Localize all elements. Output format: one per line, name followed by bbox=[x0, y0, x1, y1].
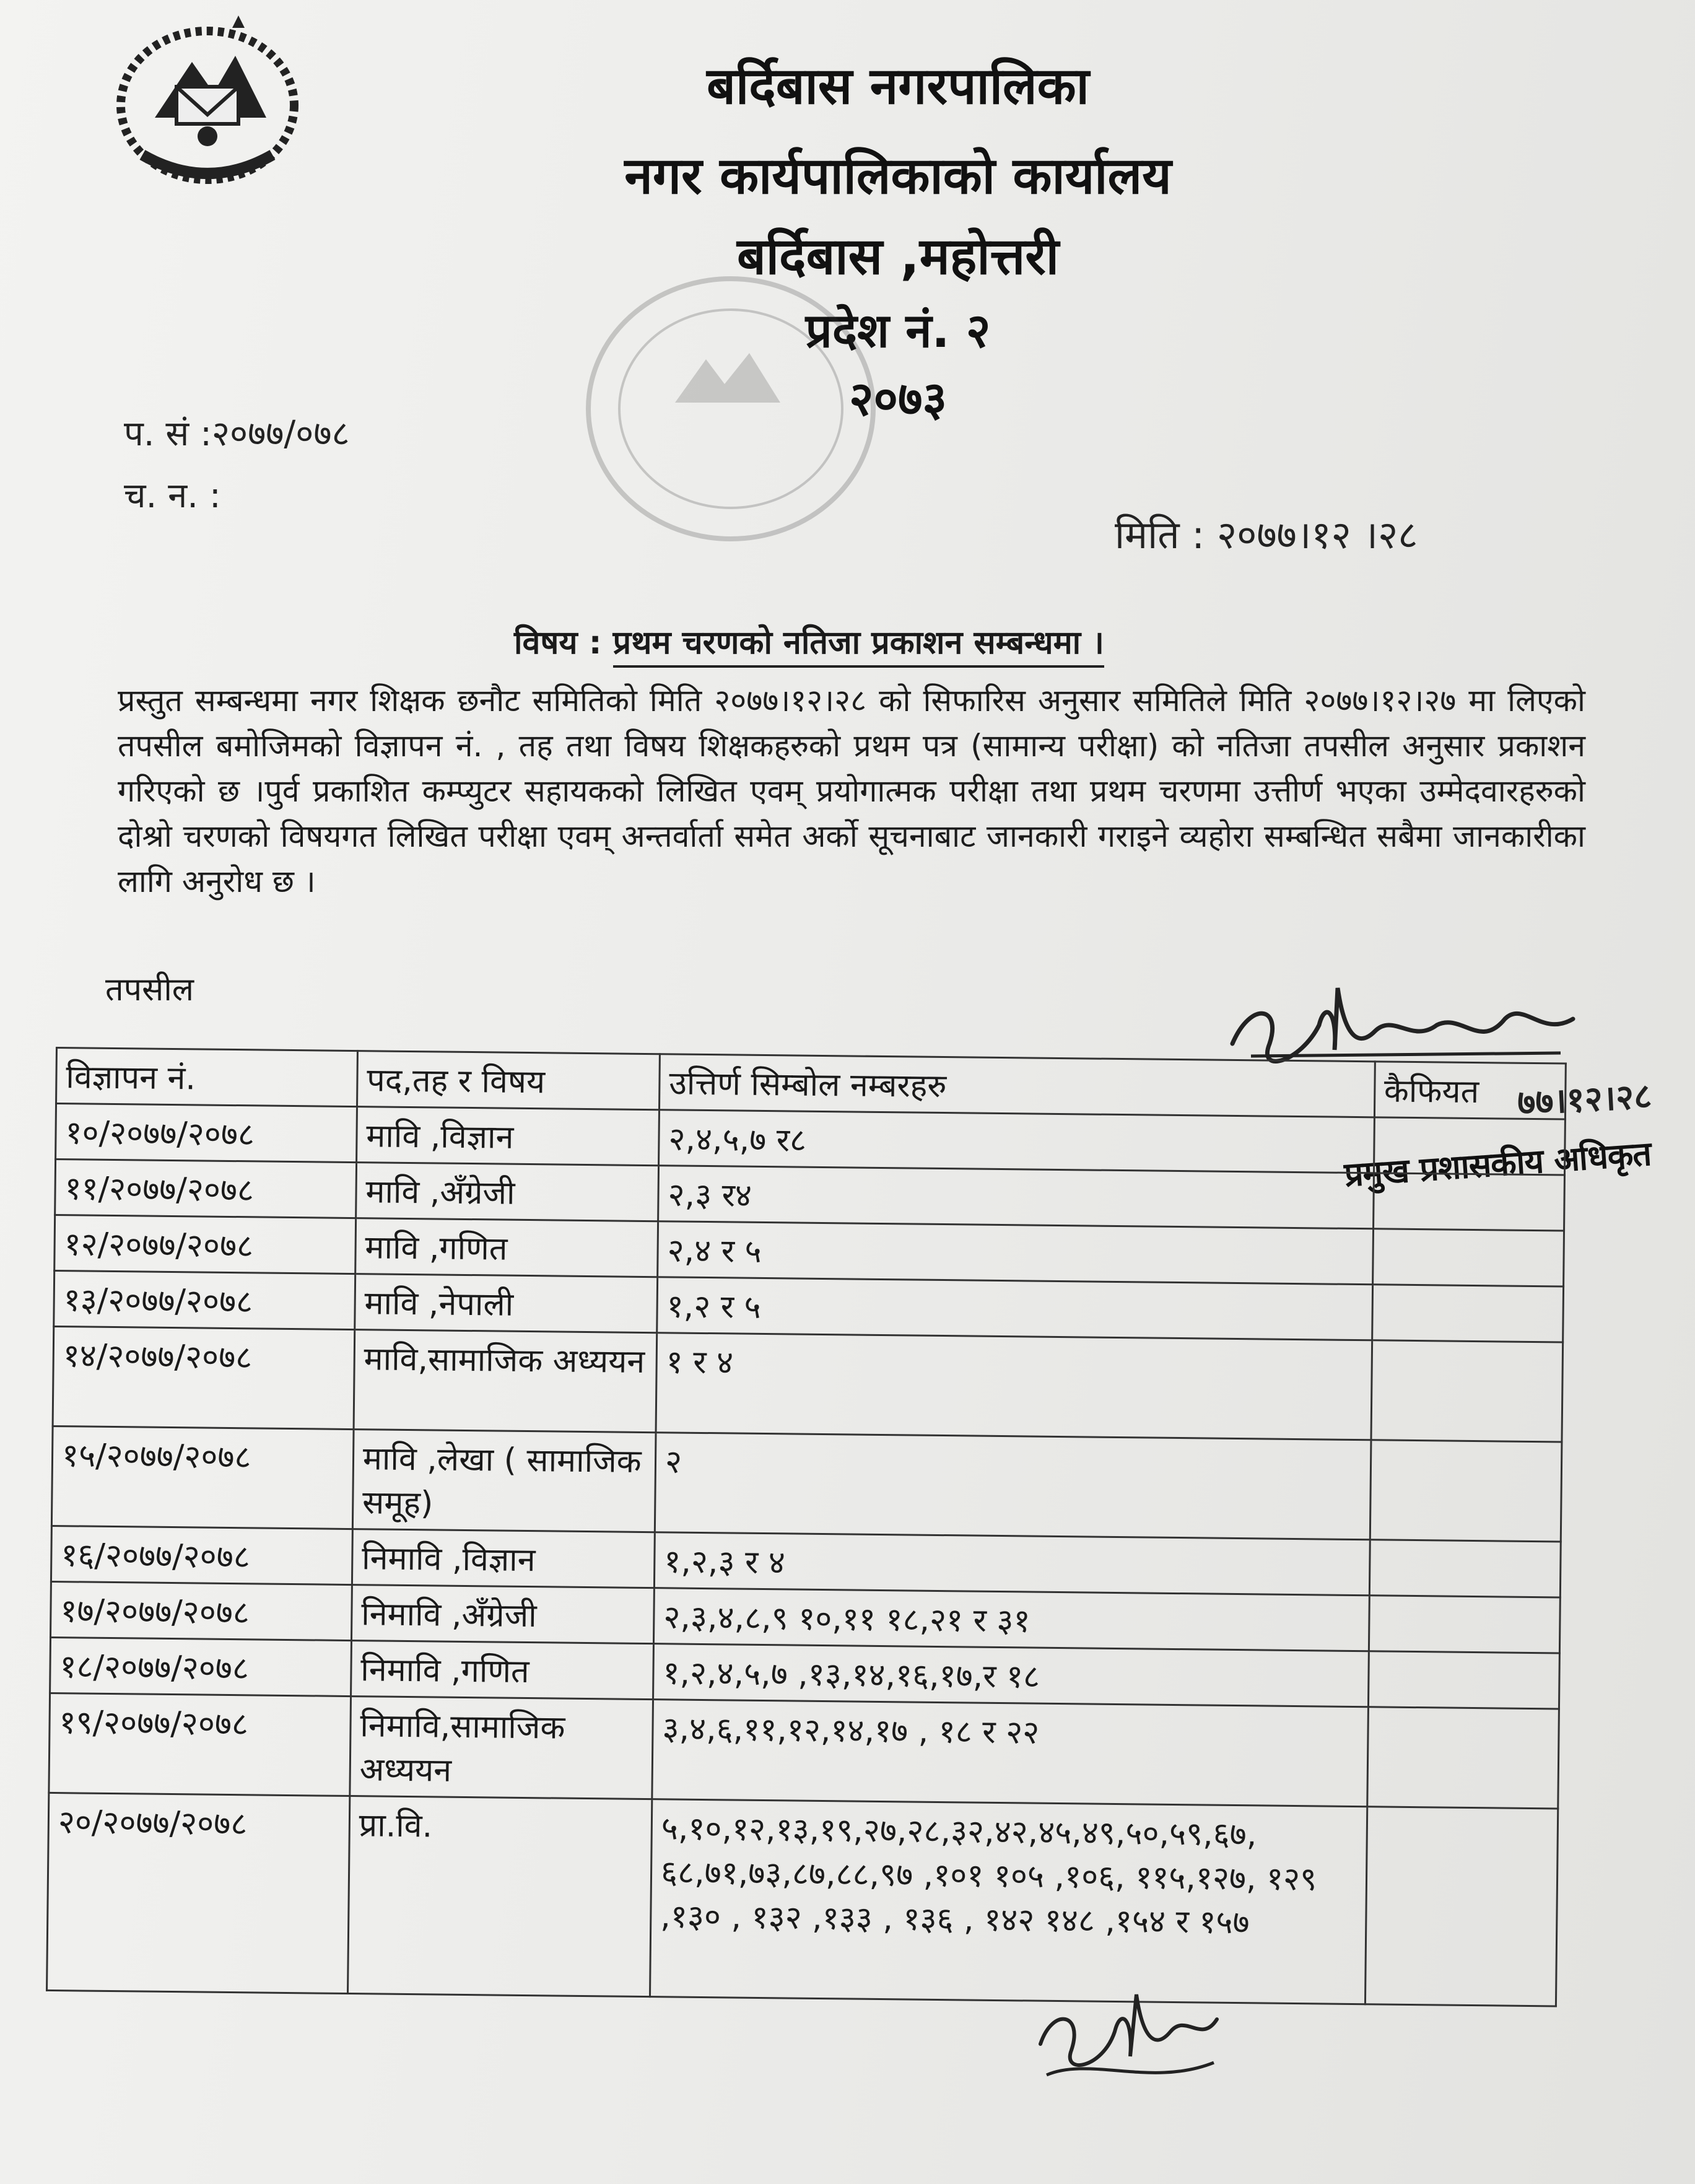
table-row bbox=[49, 1693, 1559, 1809]
subject-text: प्रथम चरणको नतिजा प्रकाशन सम्बन्धमा । bbox=[613, 624, 1104, 668]
advertisement-no: १३/२०७७/२०७८ bbox=[54, 1270, 355, 1329]
post-subject: प्रा.वि. bbox=[347, 1796, 652, 1997]
subject-label: विषय : bbox=[514, 624, 602, 662]
officer-stamp: प्रमुख प्रशासकीय अधिकृत bbox=[1343, 1133, 1652, 1195]
remarks bbox=[1374, 1117, 1565, 1175]
advertisement-no: ११/२०७७/२०७८ bbox=[55, 1160, 357, 1218]
symbol-numbers: २,४ र ५ bbox=[658, 1221, 1373, 1285]
post-subject: मावि ,गणित bbox=[355, 1218, 658, 1277]
header-passed-symbol-numbers: उत्तिर्ण सिम्बोल नम्बरहरु bbox=[660, 1054, 1375, 1117]
header-remarks: कैफियत bbox=[1374, 1062, 1566, 1119]
post-subject: निमावि,सामाजिक अध्ययन bbox=[350, 1697, 653, 1799]
post-subject: निमावि ,अँग्रेजी bbox=[351, 1585, 654, 1644]
post-subject: मावि,सामाजिक अध्ययन bbox=[354, 1330, 657, 1433]
remarks bbox=[1367, 1707, 1559, 1809]
advertisement-no: १७/२०७७/२०७८ bbox=[51, 1581, 352, 1640]
remarks bbox=[1369, 1540, 1561, 1597]
post-subject: निमावि ,गणित bbox=[351, 1641, 653, 1700]
symbol-numbers: १,२,३ र ४ bbox=[654, 1532, 1369, 1596]
symbol-numbers: १ र ४ bbox=[656, 1333, 1372, 1440]
symbol-numbers: २ bbox=[655, 1433, 1370, 1540]
signature-date: ७७।१२।२८ bbox=[1516, 1076, 1653, 1124]
remarks bbox=[1370, 1440, 1562, 1542]
symbol-numbers: २,३,४,८,९ १०,११ १८,२१ र ३१ bbox=[653, 1588, 1369, 1651]
advertisement-no: १८/२०७७/२०७८ bbox=[50, 1637, 352, 1696]
advertisement-no: १९/२०७७/२०७८ bbox=[49, 1693, 351, 1796]
municipality-name: बर्दिबास नगरपालिका bbox=[707, 57, 1089, 116]
symbol-numbers: १,२,४,५,७ ,१३,१४,१६,१७,र १८ bbox=[653, 1644, 1369, 1707]
results-table bbox=[46, 1047, 1567, 2007]
header-post-level-subject: पद,तह र विषय bbox=[357, 1051, 660, 1110]
remarks bbox=[1365, 1807, 1558, 2006]
office-location: बर्दिबास ,महोत्तरी bbox=[736, 227, 1060, 286]
remarks bbox=[1368, 1651, 1559, 1709]
table-row bbox=[51, 1426, 1562, 1542]
symbol-numbers: २,३ र४ bbox=[658, 1166, 1374, 1229]
nepal-emblem-icon bbox=[105, 12, 310, 198]
remarks bbox=[1372, 1229, 1564, 1286]
advertisement-no: १०/२०७७/२०७८ bbox=[56, 1104, 357, 1163]
letter-body: प्रस्तुत सम्बन्धमा नगर शिक्षक छनौट समितिको मिति २०७७।१२।२८ को सिफारिस अनुसार समितिले मिति २०७७।१२।२७ मा लिएको तपसील बमोजिमको विज्ञापन नं. , तह तथा विषय शिक्षकहरुको प्रथम पत्र (सामान्य परीक्षा) को नतिजा तपसील अनुसार प्रकाशन गरिएको छ ।पुर्व प्रकाशित कम्प्युटर सहायकको लिखित एवम् प्रयोगात्मक परीक्षा तथा प्रथम चरणमा उत्तीर्ण भएका उम्मेदवारहरुको दोश्रो चरणको विषयगत लिखित परीक्षा एवम् अन्तर्वार्ता समेत अर्को सूचनाबाट जानकारी गराइने व्यहोरा सम्बन्धित सबैमा जानकारीका लागि अनुरोध छ । bbox=[118, 683, 1585, 899]
advertisement-no: १६/२०७७/२०७८ bbox=[51, 1526, 352, 1584]
remarks bbox=[1369, 1596, 1560, 1653]
reference-number: प. सं :२०७७/०७८ bbox=[124, 414, 350, 454]
signature-icon bbox=[1028, 1982, 1226, 2100]
remarks bbox=[1372, 1285, 1563, 1342]
post-subject: मावि ,लेखा ( सामाजिक समूह) bbox=[352, 1430, 656, 1532]
advertisement-no: १५/२०७७/२०७८ bbox=[51, 1426, 353, 1529]
post-subject: मावि ,अँग्रेजी bbox=[355, 1163, 658, 1221]
advertisement-no: २०/२०७७/२०७८ bbox=[47, 1793, 350, 1993]
post-subject: निमावि ,विज्ञान bbox=[352, 1529, 655, 1588]
province: प्रदेश नं. २ bbox=[805, 303, 991, 358]
office-name: नगर कार्यपालिकाको कार्यालय bbox=[624, 147, 1172, 206]
advertisement-no: १२/२०७७/२०७८ bbox=[54, 1215, 356, 1274]
dispatch-number: च. न. : bbox=[124, 476, 221, 516]
remarks bbox=[1373, 1173, 1564, 1231]
symbol-numbers: ५,१०,१२,१३,१९,२७,२८,३२,४२,४५,४९,५०,५९,६७, ६८,७१,७३,८७,८८,९७ ,१०१ १०५ ,१०६, ११५,१२७, १२९ ,१३० , १३२ ,१३३ , १३६ , १४२ १४८ ,१५४ र १५७ bbox=[650, 1799, 1367, 2004]
subject-line bbox=[514, 619, 1104, 663]
table-row bbox=[53, 1326, 1563, 1442]
details-label: तपसील bbox=[105, 971, 194, 1008]
establishment-year: २०७३ bbox=[848, 371, 948, 426]
header-advertisement-no: विज्ञापन नं. bbox=[56, 1048, 358, 1107]
office-stamp-icon bbox=[570, 260, 892, 557]
symbol-numbers: १,२ र ५ bbox=[657, 1277, 1372, 1340]
symbol-numbers: ३,४,६,११,१२,१४,१७ , १८ र २२ bbox=[652, 1700, 1368, 1807]
post-subject: मावि ,विज्ञान bbox=[356, 1107, 659, 1166]
letter-date: मिति : २०७७।१२ ।२८ bbox=[1115, 512, 1418, 557]
remarks bbox=[1371, 1340, 1563, 1442]
symbol-numbers: २,४,५,७ र८ bbox=[659, 1110, 1374, 1173]
table-row bbox=[47, 1793, 1558, 2006]
post-subject: मावि ,नेपाली bbox=[355, 1274, 658, 1333]
advertisement-no: १४/२०७७/२०७८ bbox=[53, 1326, 354, 1429]
